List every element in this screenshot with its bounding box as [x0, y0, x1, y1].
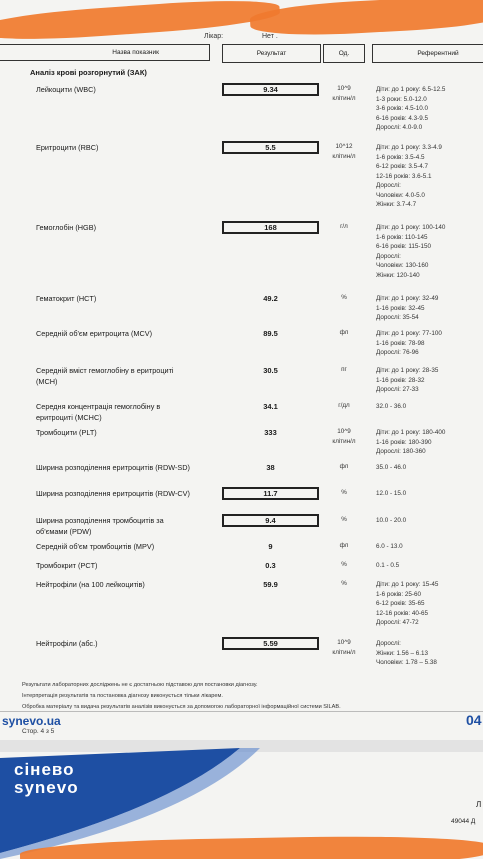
reference-line: 1-3 роки: 5.0-12.0: [376, 95, 427, 103]
test-unit: [324, 427, 364, 447]
unit-line: г/дл: [338, 402, 350, 409]
unit-line: клітин/л: [332, 649, 356, 656]
reference-line: 12-16 років: 3.6-5.1: [376, 172, 432, 180]
reference-line: Дорослі: 4.0-9.0: [376, 124, 423, 131]
test-result-value: 34.1: [263, 402, 278, 411]
note-line: Обробка матеріалу та видача результатів аналізів виконується за допомогою лабораторної інформаційної системи SILAB.: [22, 704, 341, 710]
orange-brush-top-right: [249, 0, 483, 39]
address-letter: Л: [476, 800, 482, 809]
reference-range: [376, 639, 437, 668]
reference-line: Жінки: 120-140: [376, 271, 420, 279]
reference-line: Дорослі: 35-54: [376, 314, 419, 321]
test-name: Гемоглобін (HGB): [36, 223, 97, 232]
test-result-value: 5.59: [222, 637, 319, 650]
reference-range: [376, 85, 445, 133]
test-result-value: 9: [268, 542, 273, 551]
test-unit: [324, 401, 364, 411]
test-unit: [324, 462, 364, 472]
reference-line: Дорослі: 27-33: [376, 386, 419, 393]
site-link[interactable]: synevo.ua: [2, 714, 61, 728]
reference-line: Дорослі:: [376, 182, 401, 189]
reference-range: [376, 489, 406, 499]
reference-line: 35.0 - 46.0: [376, 464, 407, 471]
test-unit: [324, 293, 364, 303]
unit-line: клітин/л: [332, 153, 356, 160]
page-counter: Стор. 4 з 5: [22, 728, 55, 735]
reference-range: [376, 516, 406, 526]
test-name: Лейкоцити (WBC): [36, 85, 96, 94]
disclaimer-notes: [22, 680, 341, 713]
reference-line: Діти: до 1 року: 100-140: [376, 224, 446, 231]
reference-line: 10.0 - 20.0: [376, 517, 407, 524]
test-unit: [324, 142, 364, 162]
reference-range: [376, 428, 445, 457]
reference-range: [376, 463, 406, 473]
reference-line: 1-16 років: 32-45: [376, 304, 425, 312]
reference-line: 3-6 років: 4.5-10.0: [376, 105, 428, 112]
unit-line: г/л: [340, 223, 348, 230]
reference-line: 1-6 років: 110-145: [376, 233, 428, 241]
test-result-value: 5.5: [222, 141, 319, 154]
reference-line: 1-16 років: 180-390: [376, 438, 432, 446]
test-result-value: 333: [264, 428, 277, 437]
reference-range: [376, 294, 438, 323]
reference-line: 12-16 років: 40-65: [376, 609, 428, 617]
reference-range: [376, 542, 403, 552]
test-name: Нейтрофіли (абс.): [36, 639, 98, 648]
test-unit: [324, 84, 364, 104]
test-name: Ширина розподілення тромбоцитів за об'ємами (PDW): [36, 516, 164, 536]
unit-line: %: [341, 489, 347, 496]
reference-line: Діти: до 1 року: 6.5-12.5: [376, 86, 446, 93]
unit-line: %: [341, 580, 347, 587]
test-unit: [324, 579, 364, 589]
footer-divider: [0, 711, 483, 712]
reference-range: [376, 143, 442, 210]
reference-line: 1-16 років: 28-32: [376, 376, 425, 384]
reference-line: Дорослі:: [376, 640, 401, 647]
unit-line: 10^9: [337, 428, 351, 435]
test-result-value: 38: [266, 463, 275, 472]
test-name: Середня концентрація гемоглобіну в еритроциті (MCHC): [36, 402, 161, 422]
test-result-value: 9.34: [222, 83, 319, 96]
reference-line: 12.0 - 15.0: [376, 490, 407, 497]
unit-line: фл: [339, 542, 349, 549]
test-result-value: 168: [222, 221, 319, 234]
col-reference-header: Референтний: [372, 44, 483, 63]
test-name: Гематокрит (HCT): [36, 294, 97, 303]
reference-range: [376, 329, 442, 358]
reference-line: Дорослі:: [376, 252, 401, 260]
reference-line: Діти: до 1 року: 32-49: [376, 295, 439, 302]
doctor-value: Нет .: [262, 33, 278, 40]
reference-range: [376, 561, 399, 571]
reference-range: [376, 223, 445, 280]
test-unit: [324, 638, 364, 658]
test-unit: [324, 560, 364, 570]
reference-line: 1-6 років: 3.5-4.5: [376, 153, 425, 161]
orange-brush-top-left: [0, 0, 281, 44]
reference-line: Діти: до 1 року: 77-100: [376, 330, 442, 337]
reference-line: Діти: до 1 року: 180-400: [376, 429, 446, 436]
test-name: Середній об'єм еритроцита (MCV): [36, 329, 153, 338]
test-unit: [324, 365, 364, 375]
unit-line: %: [341, 516, 347, 523]
unit-line: клітин/л: [332, 95, 356, 102]
test-result-value: 49.2: [263, 294, 278, 303]
reference-line: Чоловіки: 4.0-5.0: [376, 191, 425, 199]
reference-line: 1-16 років: 78-98: [376, 339, 425, 347]
test-name: Ширина розподілення еритроцитів (RDW-SD): [36, 463, 190, 472]
test-unit: [324, 541, 364, 551]
unit-line: клітин/л: [332, 438, 356, 445]
reference-line: Чоловіки: 130-160: [376, 262, 429, 269]
reference-line: 6-16 років: 115-150: [376, 243, 431, 250]
reference-line: Жінки: 1.56 – 6.13: [376, 649, 428, 657]
logo-text-ua: сінево: [14, 760, 75, 779]
test-result-value: 9.4: [222, 514, 319, 527]
unit-line: фл: [339, 329, 349, 336]
test-name: Тромбокрит (PCT): [36, 561, 98, 570]
test-result-value: 0.3: [265, 561, 276, 570]
reference-line: Дорослі: 76-96: [376, 349, 419, 356]
test-unit: [324, 488, 364, 498]
reference-line: Чоловіки: 1.78 – 5.38: [376, 659, 437, 666]
unit-line: %: [341, 561, 347, 568]
reference-range: [376, 580, 438, 628]
reference-line: 6.0 - 13.0: [376, 543, 403, 550]
test-name: Нейтрофіли (на 100 лейкоцитів): [36, 580, 145, 589]
reference-line: 1-6 років: 25-60: [376, 590, 421, 598]
test-unit: [324, 328, 364, 338]
reference-line: Діти: до 1 року: 15-45: [376, 581, 439, 588]
doctor-label: Лікар:: [204, 33, 224, 40]
reference-line: Діти: до 1 року: 3.3-4.9: [376, 144, 442, 151]
test-name: Тромбоцити (PLT): [36, 428, 97, 437]
test-result-value: 30.5: [263, 366, 278, 375]
reference-line: Діти: до 1 року: 28-35: [376, 367, 439, 374]
col-result-header: Результат: [222, 44, 321, 63]
note-line: Інтерпретація результатів та постановка діагнозу виконується тільки лікарем.: [22, 693, 223, 699]
reference-line: 6-12 років: 3.5-4.7: [376, 163, 428, 170]
test-name: Ширина розподілення еритроцитів (RDW-CV): [36, 489, 190, 498]
address-line: 49044 Д: [451, 818, 476, 825]
test-result-value: 59.9: [263, 580, 278, 589]
col-name-header: Назва показник: [0, 44, 210, 61]
section-title: Аналіз крові розгорнутий (ЗАК): [30, 68, 147, 77]
unit-line: %: [341, 294, 347, 301]
test-unit: [324, 515, 364, 525]
unit-line: 10^9: [337, 639, 351, 646]
unit-line: 10^12: [335, 143, 353, 150]
test-name: Середній вміст гемоглобіну в еритроциті (MCH): [36, 366, 174, 386]
reference-line: 6-12 років: 35-65: [376, 600, 425, 607]
test-result-value: 11.7: [222, 487, 319, 500]
reference-line: 0.1 - 0.5: [376, 562, 400, 569]
reference-line: 32.0 - 36.0: [376, 403, 407, 410]
reference-line: Жінки: 3.7-4.7: [376, 201, 417, 208]
test-name: Еритроцити (RBC): [36, 143, 99, 152]
col-unit-header: Од.: [323, 44, 365, 63]
reference-line: Дорослі: 47-72: [376, 619, 419, 626]
page-number: 04: [466, 712, 482, 728]
unit-line: 10^9: [337, 85, 351, 92]
test-unit: [324, 222, 364, 232]
logo-text-en: synevo: [14, 778, 79, 797]
unit-line: пг: [341, 366, 347, 373]
reference-line: Дорослі: 180-360: [376, 448, 426, 455]
reference-range: [376, 366, 438, 395]
test-result-value: 89.5: [263, 329, 278, 338]
reference-line: 6-16 років: 4.3-9.5: [376, 114, 428, 122]
unit-line: фл: [339, 463, 349, 470]
reference-range: [376, 402, 406, 412]
note-line: Результати лабораторних досліджень не є достатньою підставою для постановки діагнозу.: [22, 682, 258, 688]
test-name: Середній об'єм тромбоцитів (MPV): [36, 542, 155, 551]
